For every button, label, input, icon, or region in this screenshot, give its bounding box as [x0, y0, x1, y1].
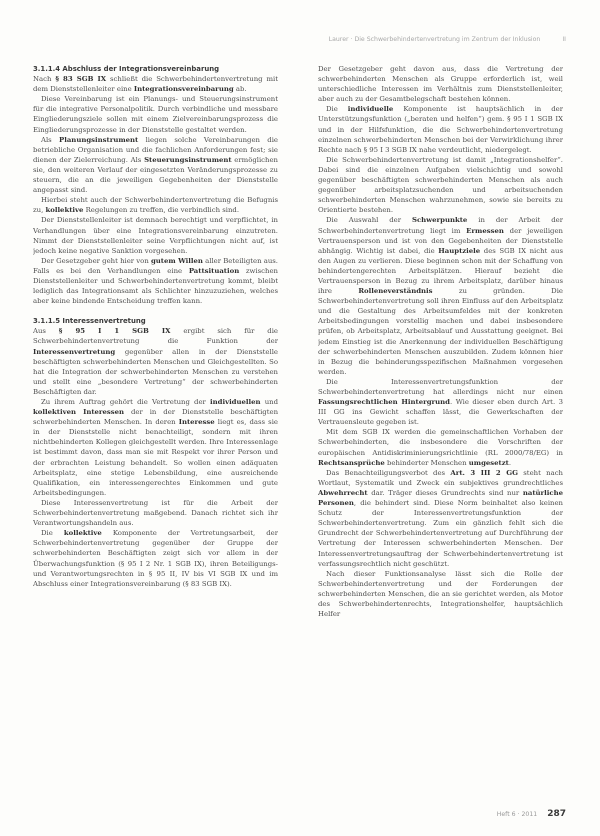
- paragraph: Die Interessenvertretungsfunktion der Schwerbehindertenvertretung hat allerdings nicht nur einen Fassungsrechtlichen Hintergrund. Wie dieser eben durch Art. 3 III GG ins Gewicht schaffen lässt, die Gewerkschaften der Vertrauensleute gegeben ist.: [318, 377, 563, 427]
- paragraph: Als Planungsinstrument liegen solche Vereinbarungen die betriebliche Organisation und die fachlichen Anforderungen fest; sie dienen der Zielerreichung. Als Steuerungsinstrument ermöglichen sie, den weiteren Verlauf der eingesetzten Veränderungsprozesse zu steuern, die an die jeweiligen Gegebenheiten der Dienststelle angepasst sind.: [33, 135, 278, 195]
- paragraph: Hierbei steht auch der Schwerbehindertenvertretung die Befugnis zu, kollektive Regelungen zu treffen, die verbindlich sind.: [33, 196, 278, 215]
- paragraph: Die Schwerbehindertenvertretung ist damit „Integrationshelfer“. Dabei sind die einzelnen Aufgaben vielschichtig und sowohl gegenüber beschäftigten schwerbehinderten Menschen als auch gegenüber arbeitsplatzsuchenden und arbeitsuchenden schwerbehinderten Menschen wahrzunehmen, sowie sie bereits zu Orientierte bestehen.: [318, 155, 563, 215]
- paragraph: Diese Interessenvertretung ist für die Arbeit der Schwerbehindertenvertretung maßgebend. Danach richtet sich ihr Verantwortungshandeln aus.: [33, 498, 278, 528]
- page-number: 287: [547, 809, 566, 819]
- paragraph: Nach § 83 SGB IX schließt die Schwerbehindertenvertretung mit dem Dienststellenleiter eine Integrationsvereinbarung ab.: [33, 75, 278, 94]
- paragraph: Aus § 95 I 1 SGB IX ergibt sich für die Schwerbehindertenvertretung die Funktion der Interessenvertretung gegenüber allen in der Dienststelle beschäftigten schwerbehinderten Menschen und Gleichgestellten. So hat die Integration der schwerbehinderten Menschen zu verstehen und stellt eine „besondere Vertretung“ der schwerbehinderten Beschäftigten dar.: [33, 327, 278, 396]
- paragraph: Die individuelle Komponente ist hauptsächlich in der Unterstützungsfunktion („beraten und helfen“) gem. § 95 I 1 SGB IX und in der Hilfsfunktion, die die Schwerbehindertenvertretung einzelnen schwerbehinderten Menschen bei der Verwirklichung ihrer Rechte nach § 95 I 3 SGB IX nahe verdeutlicht, niedergelegt.: [318, 105, 563, 154]
- running-head-page: II: [562, 36, 566, 43]
- paragraph: Der Gesetzgeber geht davon aus, dass die Vertretung der schwerbehinderten Menschen als Gruppe erforderlich ist, weil unterschiedliche Interessen im Verhältnis zum Dienststellenleiter, aber auch zu der Gesamtbelegschaft bestehen können.: [318, 65, 563, 104]
- issue-label: Heft 6 · 2011: [496, 811, 538, 818]
- paragraph: Diese Vereinbarung ist ein Planungs- und Steuerungsinstrument für die integrative Personalpolitik. Durch verbindliche und messbare Eingliederungsziele sollen mit einem Zielvereinbarungsprozess die Eingliederungsprozesse in der Dienststelle gestaltet werden.: [33, 95, 278, 134]
- paragraph: Das Benachteiligungsverbot des Art. 3 III 2 GG steht nach Wortlaut, Systematik und Zweck ein subjektives grundrechtliches Abwehrrecht dar. Träger dieses Grundrechts sind nur natürliche Personen, die behindert sind. Diese Norm beinhaltet also keinen Schutz der Interessenvertretungsfunktion der Schwerbehindertenvertretung. Zum ein gänzlich fehlt sich die Grundrecht der Schwerbehindertenvertretung auf Durchführung der Vertretung der Interessen schwerbehinderten Menschen. Der Interessenvertretungsauftrag der Schwerbehindertenvertretung ist verfassungsrechtlich nicht geschützt.: [318, 468, 563, 568]
- left-column: [33, 64, 278, 778]
- paragraph: Der Dienststellenleiter ist demnach berechtigt und verpflichtet, in Verhandlungen über eine Integrationsvereinbarung einzutreten. Nimmt der Dienststellenleiter seine Verpflichtungen nicht auf, ist jedoch keine negative Sanktion vorgesehen.: [33, 216, 278, 255]
- running-head: [32, 36, 566, 46]
- paragraph: Nach dieser Funktionsanalyse lässt sich die Rolle der Schwerbehindertenvertretung und der Forderungen der schwerbehinderten Menschen, die an sie gerichtet werden, als Motor des Schwerbehindertenrechts, Integrationshelfer, hauptsächlich Helfer: [318, 569, 563, 619]
- paragraph: Die kollektive Komponente der Vertretungsarbeit, der Schwerbehindertenvertretung gegenüber der Gruppe der schwerbehinderten Beschäftigten zeigt sich vor allem in der Überwachungsfunktion (§ 95 I 2 Nr. 1 SGB IX), ihren Beteiligungs- und Verantwortungsrechten in § 95 II, IV bis VI SGB IX und im Abschluss einer Integrationsvereinbarung (§ 83 SGB IX).: [33, 529, 278, 588]
- running-head-title: Laurer · Die Schwerbehindertenvertretung im Zentrum der Inklusion: [328, 36, 541, 43]
- paragraph: Die Auswahl der Schwerpunkte in der Arbeit der Schwerbehindertenvertretung liegt im Ermessen der jeweiligen Vertrauensperson und ist von den Gegebenheiten der Dienststelle abhängig. Wichtig ist dabei, die Hauptziele des SGB IX nicht aus den Augen zu verlieren. Diese beginnen schon mit der Schaffung von behindertengerechten Arbeitsplätzen. Hierauf bezieht die Vertrauensperson in Bezug zu ihrem Arbeitsplatz, darüber hinaus ihre Rolleneverständnis zu gründen. Die Schwerbehindertenvertretung soll ihren Einfluss auf den Arbeitsplatz und die Gestaltung des Arbeitsumfeldes mit der konkreten Arbeitsbedingungen vorstellig machen und dabei insbesondere prüfen, ob Arbeitsplatz, Arbeitsablauf und Ausstattung geeignet. Bei jedem Einstieg ist die Anerkennung der individuellen Beschäftigung der schwerbehinderten Menschen auszubilden. Zudem können hier in Bezug die behinderungsspezifischen Maßnahmen vorgesehen werden.: [318, 216, 563, 376]
- paragraph: Der Gesetzgeber geht hier von gutem Willen aller Beteiligten aus. Falls es bei den Verhandlungen eine Pattsituation zwischen Dienststellenleiter und Schwerbehindertenvertretung kommt, bleibt lediglich das Integrationsamt als Schlichter hinzuzuziehen, welches aber keine bindende Entscheidung treffen kann.: [33, 256, 278, 306]
- paragraph: Zu ihrem Auftrag gehört die Vertretung der individuellen und kollektiven Interessen der in der Dienststelle beschäftigten schwerbehinderten Menschen. In deren Interesse liegt es, dass sie in der Dienststelle nicht benachteiligt, sondern mit ihren nichtbehinderten Kollegen gleichgestellt werden. Ihre Interessenlage ist bestimmt davon, dass man sie mit Respekt vor ihrer Person und der erbrachten Leistung behandelt. So wollen einen adäquaten Arbeitsplatz, eine stetige Lebensbildung, eine ausreichende Qualifikation, ein interessengerechtes Einkommen und gute Arbeitsbedingungen.: [33, 398, 278, 497]
- page-footer: [497, 809, 566, 821]
- section-heading-interessenvertretung: 3.1.1.5 Interessenvertretung: [33, 317, 146, 326]
- section-heading-integrationsvereinbarung: 3.1.1.4 Abschluss der Integrationsvereinbarung: [33, 65, 220, 73]
- paragraph: Mit dem SGB IX werden die gemeinschaftlichen Vorhaben der Schwerbehinderten, die insbesondere die Vorschriften der europäischen Antidiskriminierungsrichtlinie (RL 2000/78/EG) in Rechtsansprüche behinderter Menschen umgesetzt.: [318, 428, 563, 467]
- right-column: [318, 64, 563, 778]
